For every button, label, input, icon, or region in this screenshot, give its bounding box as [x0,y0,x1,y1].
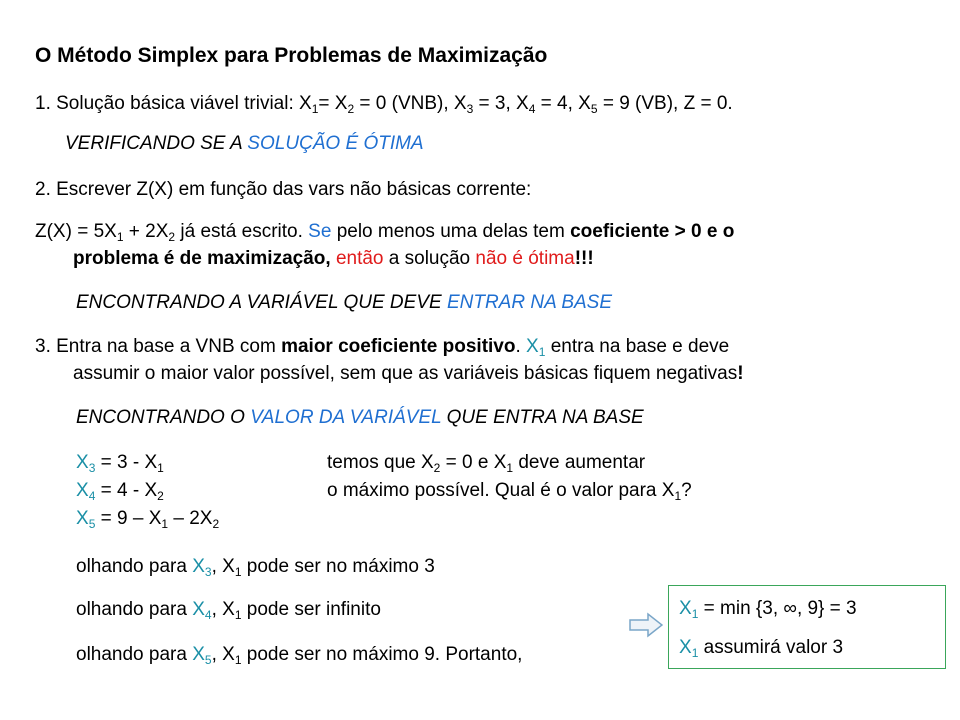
temos-line-2: o máximo possível. Qual é o valor para $X_1$? [327,480,692,503]
result-line-2: $X_1$ assumirá valor 3 [679,637,844,660]
step-3-cont: assumir o maior valor possível, sem que as variáveis básicas fiquem negativas! [73,363,744,384]
olhando-x4: olhando para $X_4$, $X_1$ pode ser infinito [76,599,381,622]
olhando-x3: olhando para $X_3$, $X_1$ pode ser no máximo 3 [76,556,435,579]
equation-x4: $X_4 = 4 - X_2$ [76,480,164,503]
step-1: 1. Solução básica viável trivial: $X_1= X_2 = 0$ (VNB), $X_3 = 3$, $X_4 = 4$, $X_5 = 9$ (VB), Z = 0. [35,93,733,116]
heading-encontrando-variavel: ENCONTRANDO A VARIÁVEL QUE DEVE ENTRAR NA BASE [76,292,613,313]
step-2: 2. Escrever Z(X) em função das vars não básicas corrente: [35,179,532,200]
equation-x5: $X_5 = 9 - X_1 - 2X_2$ [76,508,220,531]
olhando-x5: olhando para $X_5$, $X_1$ pode ser no máximo 9. Portanto, [76,644,523,667]
page-title: O Método Simplex para Problemas de Maximização [35,44,548,67]
heading-verificando: VERIFICANDO SE A SOLUÇÃO É ÓTIMA [65,133,424,154]
temos-line-1: temos que $X_2 = 0$ e $X_1$ deve aumentar [327,452,646,475]
right-arrow-icon [629,612,663,638]
result-line-1: $X_1 = \min \{3$, ∞, 9} = 3 [679,598,857,621]
result-box [668,585,946,669]
step-3: 3. Entra na base a VNB com maior coeficiente positivo. $X_1$ entra na base e deve [35,336,730,359]
equation-x3: $X_3 = 3 - X_1$ [76,452,164,475]
heading-encontrando-valor: ENCONTRANDO O VALOR DA VARIÁVEL QUE ENTRA NA BASE [76,407,644,428]
z-line: $Z(X) = 5X_1 + 2X_2$ já está escrito. Se pelo menos uma delas tem coeficiente > 0 e o [35,221,735,244]
z-line-2: problema é de maximização, então a solução não é ótima!!! [73,248,594,269]
